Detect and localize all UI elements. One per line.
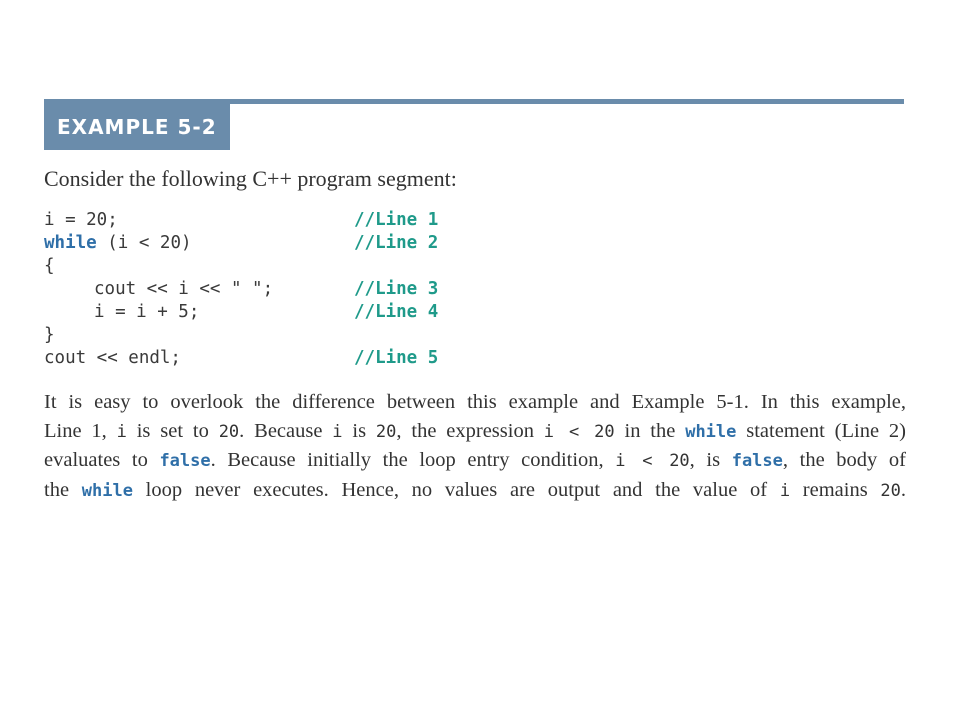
code-line-3 [44, 278, 439, 301]
code-inline: i < 20 [543, 421, 615, 442]
code-inline: i [116, 421, 127, 442]
text-run: . Because initially the loop entry condition, [210, 449, 616, 471]
text-run: evaluates to [44, 449, 160, 471]
code-comment: //Line 3 [354, 279, 439, 299]
code-comment: //Line 5 [354, 348, 439, 368]
explanation-paragraph [44, 388, 906, 505]
code-line-brace-close [44, 324, 86, 347]
code-keyword-inline: false [159, 451, 211, 471]
text-run: . [900, 478, 906, 501]
text-run: remains [790, 478, 881, 501]
code-brace: } [44, 325, 55, 345]
code-inline: 20 [218, 421, 240, 442]
code-comment: //Line 1 [354, 210, 439, 230]
code-text: cout << i << " "; [94, 279, 274, 299]
text-run: . Because [239, 419, 333, 442]
code-brace: { [44, 256, 55, 276]
example-title: EXAMPLE 5-2 [44, 104, 230, 150]
text-run: the [44, 478, 82, 501]
code-line-5 [44, 347, 439, 370]
text-run: loop never executes. Hence, no values are output and the value of [132, 478, 780, 501]
text-run: statement (Line 2) [736, 419, 906, 442]
paragraph-line-2 [44, 417, 906, 447]
code-text [44, 232, 192, 255]
code-keyword-inline: while [81, 480, 133, 501]
code-line-2 [44, 232, 439, 255]
code-inline: 20 [880, 480, 901, 501]
code-inline: 20 [375, 421, 397, 442]
text-run: , is [689, 449, 732, 471]
code-inline: i < 20 [615, 451, 690, 471]
text-run: is set to [126, 419, 219, 442]
paragraph-line-3 [44, 446, 906, 476]
code-inline: i [332, 421, 343, 442]
code-line-4 [44, 301, 439, 324]
code-inline: i [779, 480, 791, 501]
code-comment: //Line 4 [354, 302, 439, 322]
paragraph-line-4 [44, 476, 906, 506]
code-keyword-inline: false [731, 451, 783, 471]
code-text: i = i + 5; [94, 302, 200, 322]
text-run: is [342, 419, 376, 442]
code-block [44, 209, 439, 370]
code-comment: //Line 2 [354, 233, 439, 253]
intro-text: Consider the following C++ program segment: [44, 166, 457, 191]
code-keyword-inline: while [685, 421, 737, 442]
paragraph-line-1: It is easy to overlook the difference between this example and Example 5-1. In this example, [44, 391, 906, 413]
text-run: , the expression [396, 419, 544, 442]
code-keyword: while [44, 233, 97, 253]
code-line-brace-open [44, 255, 86, 278]
code-text: i = 20; [44, 210, 118, 230]
code-text: cout << endl; [44, 348, 181, 368]
code-text-rest: (i < 20) [96, 233, 192, 253]
code-line-1 [44, 209, 439, 232]
text-run: , the body of [782, 449, 906, 471]
text-run: in the [614, 419, 686, 442]
text-run: Line 1, [44, 419, 117, 442]
